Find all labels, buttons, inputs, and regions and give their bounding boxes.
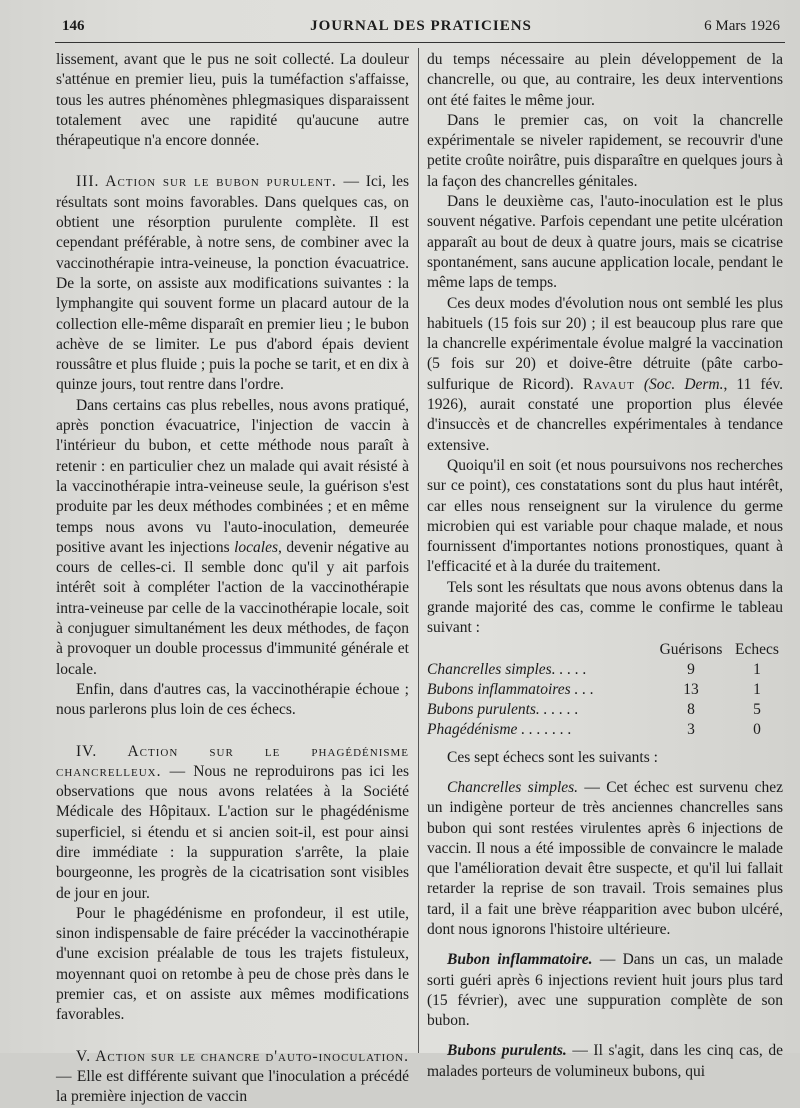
text-run: — Il s'agit, dans les cinq cas, de malades porteurs de volumineux bubons, qui bbox=[427, 1042, 783, 1080]
page-number: 146 bbox=[62, 18, 85, 34]
failures-cell: 1 bbox=[753, 660, 761, 678]
section-heading: IV. Action sur le phagédénisme chancrelleux. — bbox=[56, 742, 409, 780]
text-run: , 11 fév. 1926), aurait constaté une proportion plus élevée d'insuccès et de chancrelles expérimentales à tendance extensive. bbox=[427, 375, 784, 454]
cures-cell: 9 bbox=[687, 660, 695, 678]
right-column bbox=[427, 50, 783, 1082]
table-header-row bbox=[427, 640, 783, 660]
row-label: Bubons inflammatoires . . . bbox=[427, 680, 594, 698]
failures-cell: 1 bbox=[753, 680, 761, 698]
issue-date: 6 Mars 1926 bbox=[704, 18, 780, 34]
cures-cell: 3 bbox=[687, 720, 695, 738]
author-name: Ravaut bbox=[582, 375, 635, 393]
failures-cell: 5 bbox=[753, 700, 761, 718]
column-header-failures: Echecs bbox=[735, 640, 779, 658]
left-column bbox=[56, 50, 409, 1108]
table-row bbox=[427, 720, 783, 740]
paragraph: Dans le deuxième cas, l'auto-inoculation est le plus souvent négative. Parfois cependant une petite ulcération apparaît au bout de deux à quatre jours, mais se cicatrise spontanément, sans aucune application locale, pendant le même laps de temps. bbox=[427, 193, 783, 292]
text-run: Ces deux modes d'évolution nous ont semblé les plus habituels (15 fois sur 20) ; il est beaucoup plus rare que la chancrelle expérimentale évolue malgré la vaccination (5 fois sur 20) et doive-être détruite (pâte carbo-sulfurique de Ricord). bbox=[427, 294, 783, 393]
section-heading: V. Action sur le chancre d'auto-inoculation. — bbox=[56, 1047, 409, 1085]
row-label: Chancrelles simples. . . . . bbox=[427, 660, 587, 678]
paragraph: Ces sept échecs sont les suivants : bbox=[447, 748, 658, 766]
page-header bbox=[62, 16, 780, 40]
table-row bbox=[427, 700, 783, 720]
text-run: — Cet échec est survenu chez un indigène porteur de très anciennes chancrelles sans bubon qui sont restées virulentes après 6 injections de vaccin. Il nous a été impossible de convaincre le malade que l'amélioration devait être suspecte, et qu'il lui fallait retarder la reprise de son travail. Trois semaines plus tard, il a fait une brève réapparition avec bubon ulcéré, dont nous ignorons l'histoire ultérieure. bbox=[427, 778, 783, 938]
italic-text: locales bbox=[234, 538, 279, 556]
section-body: Nous ne reproduirons pas ici les observations que nous avons relatées à la Société Médicale des Hôpitaux. L'action sur le phagédénisme superficiel, si étendu et si ancien soit-il, est pour ainsi dire immédiate : la suppuration s'arrête, la plaie bourgeonne, les progrès de la cicatrisation sont visibles de jour en jour. bbox=[56, 762, 409, 902]
section-body: Elle est différente suivant que l'inoculation a précédé la première injection de vaccin bbox=[56, 1067, 410, 1106]
section-iii bbox=[56, 172, 409, 395]
section-body: Ici, les résultats sont moins favorables. Dans quelques cas, on obtient une résorption purulente complète. Il est cependant préférable, à notre sens, de combiner avec la vaccinothérapie intra-veineuse, la ponction évacuatrice. De la sorte, on assiste aux modifications suivantes : la lymphangite qui souvent forme un placard autour de la collection elle-même disparaît en premier lieu ; le bubon achève de se limiter. Le pus d'abord épais devient roussâtre et plus fluide ; puis la poche se tarit, et en dix à quinze jours, tout rentre dans l'ordre. bbox=[56, 173, 409, 394]
paragraph bbox=[56, 396, 409, 680]
paragraph bbox=[427, 778, 783, 940]
cures-cell: 8 bbox=[687, 700, 695, 718]
text-run: Dans certains cas plus rebelles, nous avons pratiqué, après ponction évacuatrice, l'injection de vaccin à l'intérieur du bubon, et cette méthode nous paraît à retenir : en particulier chez un malade qui avait résisté à la vaccinothérapie intra-veineuse seule, la guérison s'est produite par les deux méthodes combinées ; et en même temps nous avons vu l'auto-inoculation, demeurée positive avant les injections bbox=[56, 396, 409, 556]
paragraph: Enfin, dans d'autres cas, la vaccinothérapie échoue ; nous parlerons plus loin de ces échecs. bbox=[56, 680, 409, 719]
paragraph bbox=[427, 294, 783, 456]
table-row bbox=[427, 660, 783, 680]
section-v bbox=[56, 1047, 409, 1108]
section-iv bbox=[56, 742, 409, 904]
italic-heading: Chancrelles simples. bbox=[447, 778, 579, 796]
failures-cell: 0 bbox=[753, 720, 761, 738]
italic-heading: Bubon inflammatoire. bbox=[447, 951, 593, 969]
row-label: Phagédénisme . . . . . . . bbox=[427, 720, 572, 738]
column-header-cures: Guérisons bbox=[659, 640, 723, 658]
paragraph: lissement, avant que le pus ne soit collecté. La douleur s'atténue en premier lieu, puis la tuméfaction s'affaisse, tous les autres phénomènes phlegmasiques disparaissent totalement avec une rapidité qu'aucune autre thérapeutique n'a encore donnée. bbox=[56, 51, 409, 150]
results-table bbox=[427, 640, 783, 740]
paragraph: Pour le phagédénisme en profondeur, il est utile, sinon indispensable de faire précéder la vaccinothérapie d'une excision préalable de tous les trajets fistuleux, moyennant quoi on retombe à peu de chose près dans le premier cas, et on assiste aux mêmes modifications favorables. bbox=[56, 904, 409, 1024]
text-run: — Dans un cas, un malade sorti guéri après 6 injections revient huit jours plus tard (15 février), avec une suppuration complète de son bubon. bbox=[427, 951, 783, 1030]
italic-heading: Bubons purulents. bbox=[447, 1042, 567, 1060]
paragraph: Tels sont les résultats que nous avons obtenus dans la grande majorité des cas, comme le confirme le tableau suivant : bbox=[427, 578, 783, 637]
row-label: Bubons purulents. . . . . . bbox=[427, 700, 579, 718]
header-rule bbox=[55, 42, 785, 43]
section-heading: III. Action sur le bubon purulent. — bbox=[76, 173, 361, 191]
journal-title: JOURNAL DES PRATICIENS bbox=[310, 18, 532, 34]
paragraph: Quoiqu'il en soit (et nous poursuivons nos recherches sur ce point), ces constatations sont du plus haut intérêt, car elles nous renseignent sur la virulence du germe microbien qui est variable pour chaque malade, et nous fournissent d'importantes notions pronostiques, quant à l'efficacité et à la durée du traitement. bbox=[427, 456, 783, 576]
column-divider bbox=[418, 48, 419, 1053]
paragraph bbox=[427, 950, 783, 1031]
citation: (Soc. Derm. bbox=[643, 375, 724, 393]
table-row bbox=[427, 680, 783, 700]
paragraph: Dans le premier cas, on voit la chancrelle expérimentale se niveler rapidement, se recouvrir d'une petite croûte noirâtre, puis disparaître en quelques jours à la façon des chancrelles génitales. bbox=[427, 111, 783, 190]
paragraph bbox=[427, 1041, 783, 1082]
paragraph: du temps nécessaire au plein développement de la chancrelle, ou que, au contraire, les deux interventions ont été faites le même jour. bbox=[427, 51, 783, 109]
cures-cell: 13 bbox=[683, 680, 699, 698]
text-run: , devenir négative au cours de celles-ci. Il semble donc qu'il y ait parfois intérêt soit à compléter l'action de la vaccinothérapie intra-veineuse par celle de la vaccinothérapie locale, soit à conjuguer simultanément les deux méthodes, de façon à provoquer un double processus d'immunité générale et locale. bbox=[56, 538, 410, 678]
